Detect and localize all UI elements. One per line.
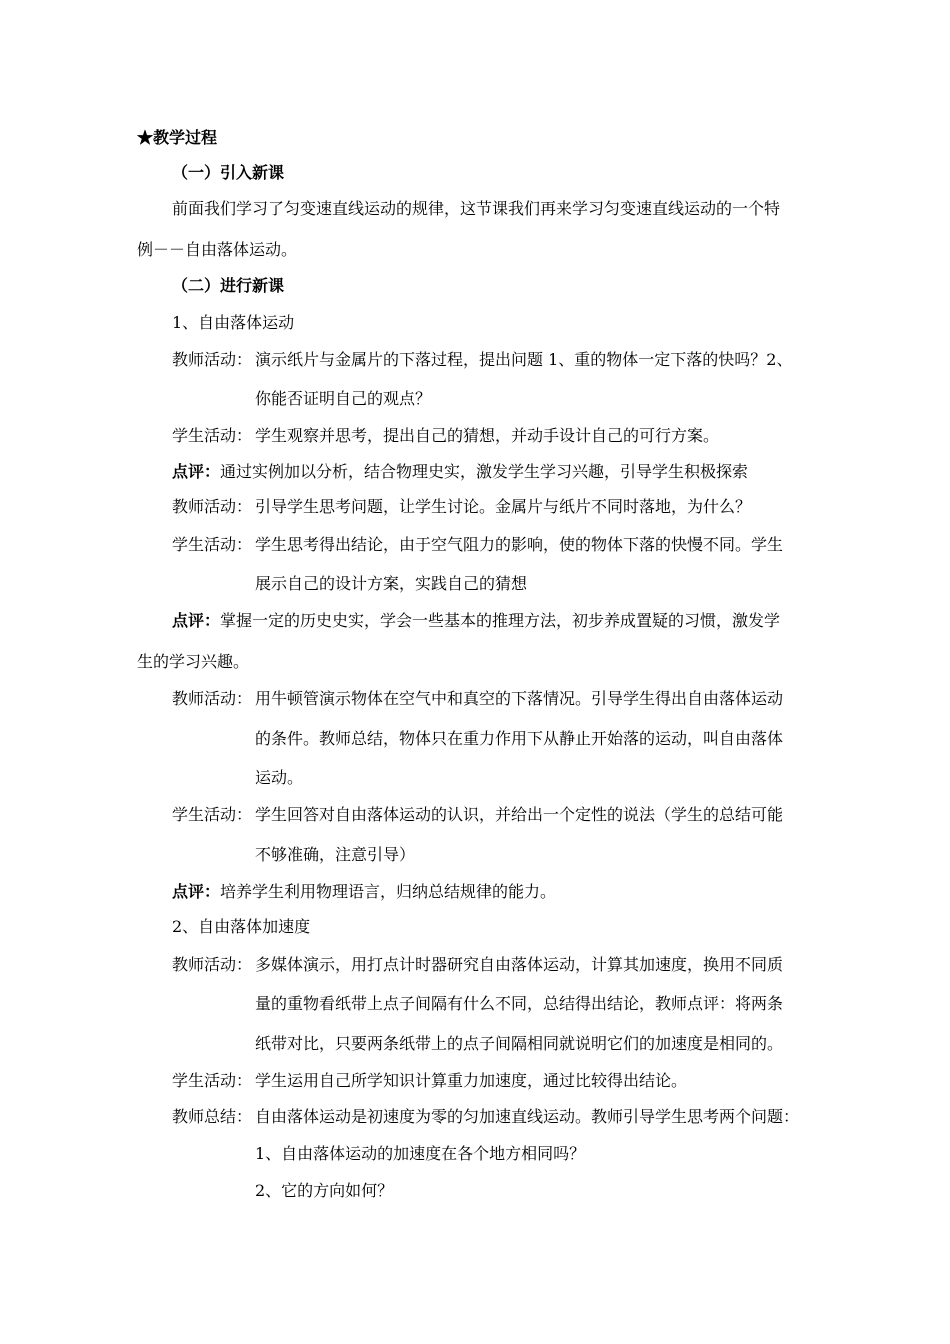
paragraph-line: 引导学生思考问题，让学生讨论。金属片与纸片不同时落地，为什么？	[255, 497, 752, 516]
paragraph-line: 量的重物看纸带上点子间隔有什么不同，总结得出结论，教师点评：将两条	[255, 994, 784, 1013]
paragraph-line: 通过实例加以分析，结合物理史实，激发学生学习兴趣，引导学生积极探索	[220, 462, 749, 481]
paragraph-line: 的条件。教师总结，物体只在重力作用下从静止开始落的运动，叫自由落体	[255, 729, 784, 748]
comment-label: 点评：	[172, 882, 221, 901]
paragraph-line: 展示自己的设计方案，实践自己的猜想	[255, 574, 528, 593]
subsection-title-intro: （一）引入新课	[172, 163, 285, 182]
question-item: 2、它的方向如何？	[255, 1181, 394, 1200]
teacher-activity-label: 教师活动：	[172, 955, 253, 974]
paragraph-line: 掌握一定的历史史实，学会一些基本的推理方法，初步养成置疑的习惯，激发学	[220, 611, 781, 630]
teacher-activity-label: 教师活动：	[172, 497, 253, 516]
question-item: 1、自由落体运动的加速度在各个地方相同吗？	[255, 1144, 586, 1163]
paragraph-line: 不够准确，注意引导）	[255, 845, 416, 864]
section-heading: ★教学过程	[137, 128, 218, 147]
paragraph-line: 用牛顿管演示物体在空气中和真空的下落情况。引导学生得出自由落体运动	[255, 689, 784, 708]
paragraph-line: 生的学习兴趣。	[137, 652, 250, 671]
paragraph-line: 学生思考得出结论，由于空气阻力的影响，使的物体下落的快慢不同。学生	[255, 535, 784, 554]
student-activity-label: 学生活动：	[172, 535, 253, 554]
teacher-activity-label: 教师活动：	[172, 689, 253, 708]
student-activity-label: 学生活动：	[172, 1071, 253, 1090]
subsection-heading: 2、自由落体加速度	[172, 917, 311, 936]
paragraph-line: 你能否证明自己的观点？	[255, 389, 432, 408]
subsection-title-new-lesson: （二）进行新课	[172, 276, 285, 295]
comment-label: 点评：	[172, 462, 221, 481]
paragraph-line: 学生回答对自由落体运动的认识，并给出一个定性的说法（学生的总结可能	[255, 805, 784, 824]
paragraph-line: 运动。	[255, 768, 304, 787]
teacher-activity-label: 教师活动：	[172, 350, 253, 369]
paragraph-line: 学生观察并思考，提出自己的猜想，并动手设计自己的可行方案。	[255, 426, 720, 445]
paragraph-line: 多媒体演示，用打点计时器研究自由落体运动，计算其加速度，换用不同质	[255, 955, 784, 974]
paragraph-line: 纸带对比，只要两条纸带上的点子间隔相同就说明它们的加速度是相同的。	[255, 1034, 784, 1053]
comment-label: 点评：	[172, 611, 221, 630]
student-activity-label: 学生活动：	[172, 426, 253, 445]
paragraph-line: 演示纸片与金属片的下落过程，提出问题 1、重的物体一定下落的快吗？2、	[255, 350, 793, 369]
teacher-summary-label: 教师总结：	[172, 1107, 253, 1126]
paragraph-line: 培养学生利用物理语言，归纳总结规律的能力。	[220, 882, 557, 901]
subsection-heading: 1、自由落体运动	[172, 313, 295, 332]
student-activity-label: 学生活动：	[172, 805, 253, 824]
paragraph-line: 自由落体运动是初速度为零的匀加速直线运动。教师引导学生思考两个问题：	[255, 1107, 800, 1126]
paragraph-line: 前面我们学习了匀变速直线运动的规律，这节课我们再来学习匀变速直线运动的一个特	[172, 199, 781, 218]
paragraph-line: 学生运用自己所学知识计算重力加速度，通过比较得出结论。	[255, 1071, 688, 1090]
paragraph-line: 例－－自由落体运动。	[137, 240, 298, 259]
